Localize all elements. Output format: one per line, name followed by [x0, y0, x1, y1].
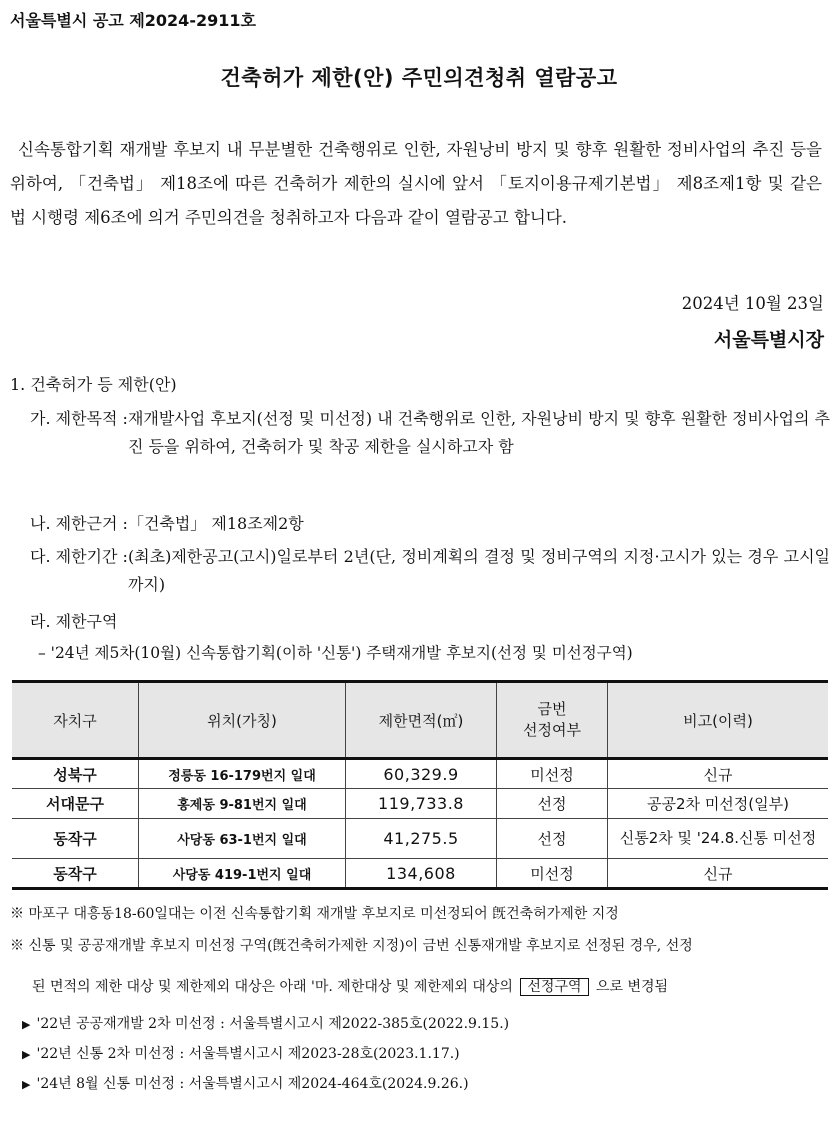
cell-gu: 성북구: [12, 759, 139, 789]
cell-area: 41,275.5: [346, 819, 497, 859]
cell-area: 134,608: [346, 859, 497, 889]
col-header: 금번 선정여부: [497, 682, 608, 759]
item-text: (최초)제한공고(고시)일로부터 2년(단, 정비계획의 결정 및 정비구역의 지정·고시가 있는 경우 고시일까지): [127, 547, 830, 594]
cell-location: 정릉동 16-179번지 일대: [139, 759, 346, 789]
zone-description: – '24년 제5차(10월) 신속통합기획(이하 '신통') 주택재개발 후보지(선정 및 미선정구역): [38, 644, 633, 662]
item-text: 「건축법」 제18조제2항: [127, 514, 304, 533]
note-selected: ※ 신통 및 공공재개발 후보지 미선정 구역(旣건축허가제한 지정)이 금번 신통재개발 후보지로 선정된 경우, 선정: [10, 938, 693, 954]
triangle-bullet-icon: ▶: [22, 1078, 31, 1091]
cell-location: 홍제동 9-81번지 일대: [139, 789, 346, 819]
section-heading: 1. 건축허가 등 제한(안): [10, 375, 177, 394]
item-zone: [30, 608, 830, 636]
cell-status: 미선정: [497, 759, 608, 789]
notice-date: 2024년 10월 23일: [681, 294, 824, 313]
cell-note: 신규: [608, 859, 829, 889]
issuer: 서울특별시장: [713, 329, 824, 351]
item-label: 가. 제한목적 :: [30, 409, 128, 428]
col-header: 제한면적(㎡): [346, 682, 497, 759]
note-mapo: ※ 마포구 대흥동18-60일대는 이전 신속통합기획 재개발 후보지로 미선정되어 旣건축허가제한 지정: [10, 906, 619, 922]
intro-paragraph: 신속통합기획 재개발 후보지 내 무분별한 건축행위로 인한, 자원낭비 방지 및 향후 원활한 정비사업의 추진 등을 위하여, 「건축법」 제18조에 따른 건축허가 제한의 실시에 앞서 「토지이용규제기본법」 제8조제1항 및 같은 법 시행령 제6조에 의거 주민의견을 청취하고자 다음과 같이 열람공고 합니다.: [10, 140, 822, 227]
cell-gu: 서대문구: [12, 789, 139, 819]
cell-status: 미선정: [497, 859, 608, 889]
col-header: 자치구: [12, 682, 139, 759]
table-header-row: [12, 682, 828, 759]
cell-status: 선정: [497, 789, 608, 819]
table-row: [12, 859, 828, 889]
note-text: 된 면적의 제한 대상 및 제한제외 대상은 아래 '마. 제한대상 및 제한제외 대상의: [32, 979, 513, 995]
cell-note: 신규: [608, 759, 829, 789]
history-item: [22, 1044, 460, 1065]
item-label: 다. 제한기간 :: [30, 547, 128, 566]
history-item: [22, 1074, 469, 1095]
page-title: 건축허가 제한(안) 주민의견청취 열람공고: [220, 66, 618, 90]
cell-location: 사당동 419-1번지 일대: [139, 859, 346, 889]
col-header: 비고(이력): [608, 682, 829, 759]
item-purpose: [30, 405, 830, 461]
note-selected-cont: [32, 977, 668, 997]
cell-area: 119,733.8: [346, 789, 497, 819]
cell-area: 60,329.9: [346, 759, 497, 789]
table-row: [12, 759, 828, 789]
history-text: '24년 8월 신통 미선정 : 서울특별시고시 제2024-464호(2024.9.26.): [36, 1076, 469, 1092]
item-period: [30, 543, 830, 599]
notice-number: 서울특별시 공고 제2024-2911호: [10, 11, 256, 30]
cell-location: 사당동 63-1번지 일대: [139, 819, 346, 859]
cell-status: 선정: [497, 819, 608, 859]
cell-note: 신통2차 및 '24.8.신통 미선정: [608, 819, 829, 859]
restriction-table: [12, 680, 828, 890]
history-text: '22년 공공재개발 2차 미선정 : 서울특별시고시 제2022-385호(2022.9.15.): [36, 1016, 510, 1032]
note-text: 으로 변경됨: [595, 979, 669, 995]
history-text: '22년 신통 2차 미선정 : 서울특별시고시 제2023-28호(2023.1.17.): [36, 1046, 460, 1062]
boxed-label: 선정구역: [520, 978, 588, 996]
cell-gu: 동작구: [12, 819, 139, 859]
history-item: [22, 1014, 509, 1035]
item-label: 나. 제한근거 :: [30, 514, 128, 533]
table-row: [12, 819, 828, 859]
table-row: [12, 789, 828, 819]
item-label: 라. 제한구역: [30, 612, 118, 631]
cell-gu: 동작구: [12, 859, 139, 889]
item-text: 재개발사업 후보지(선정 및 미선정) 내 건축행위로 인한, 자원낭비 방지 및 향후 원활한 정비사업의 추진 등을 위하여, 건축허가 및 착공 제한을 실시하고자 함: [127, 409, 830, 456]
col-header: 위치(가칭): [139, 682, 346, 759]
triangle-bullet-icon: ▶: [22, 1018, 31, 1031]
triangle-bullet-icon: ▶: [22, 1048, 31, 1061]
item-basis: [30, 510, 830, 538]
cell-note: 공공2차 미선정(일부): [608, 789, 829, 819]
